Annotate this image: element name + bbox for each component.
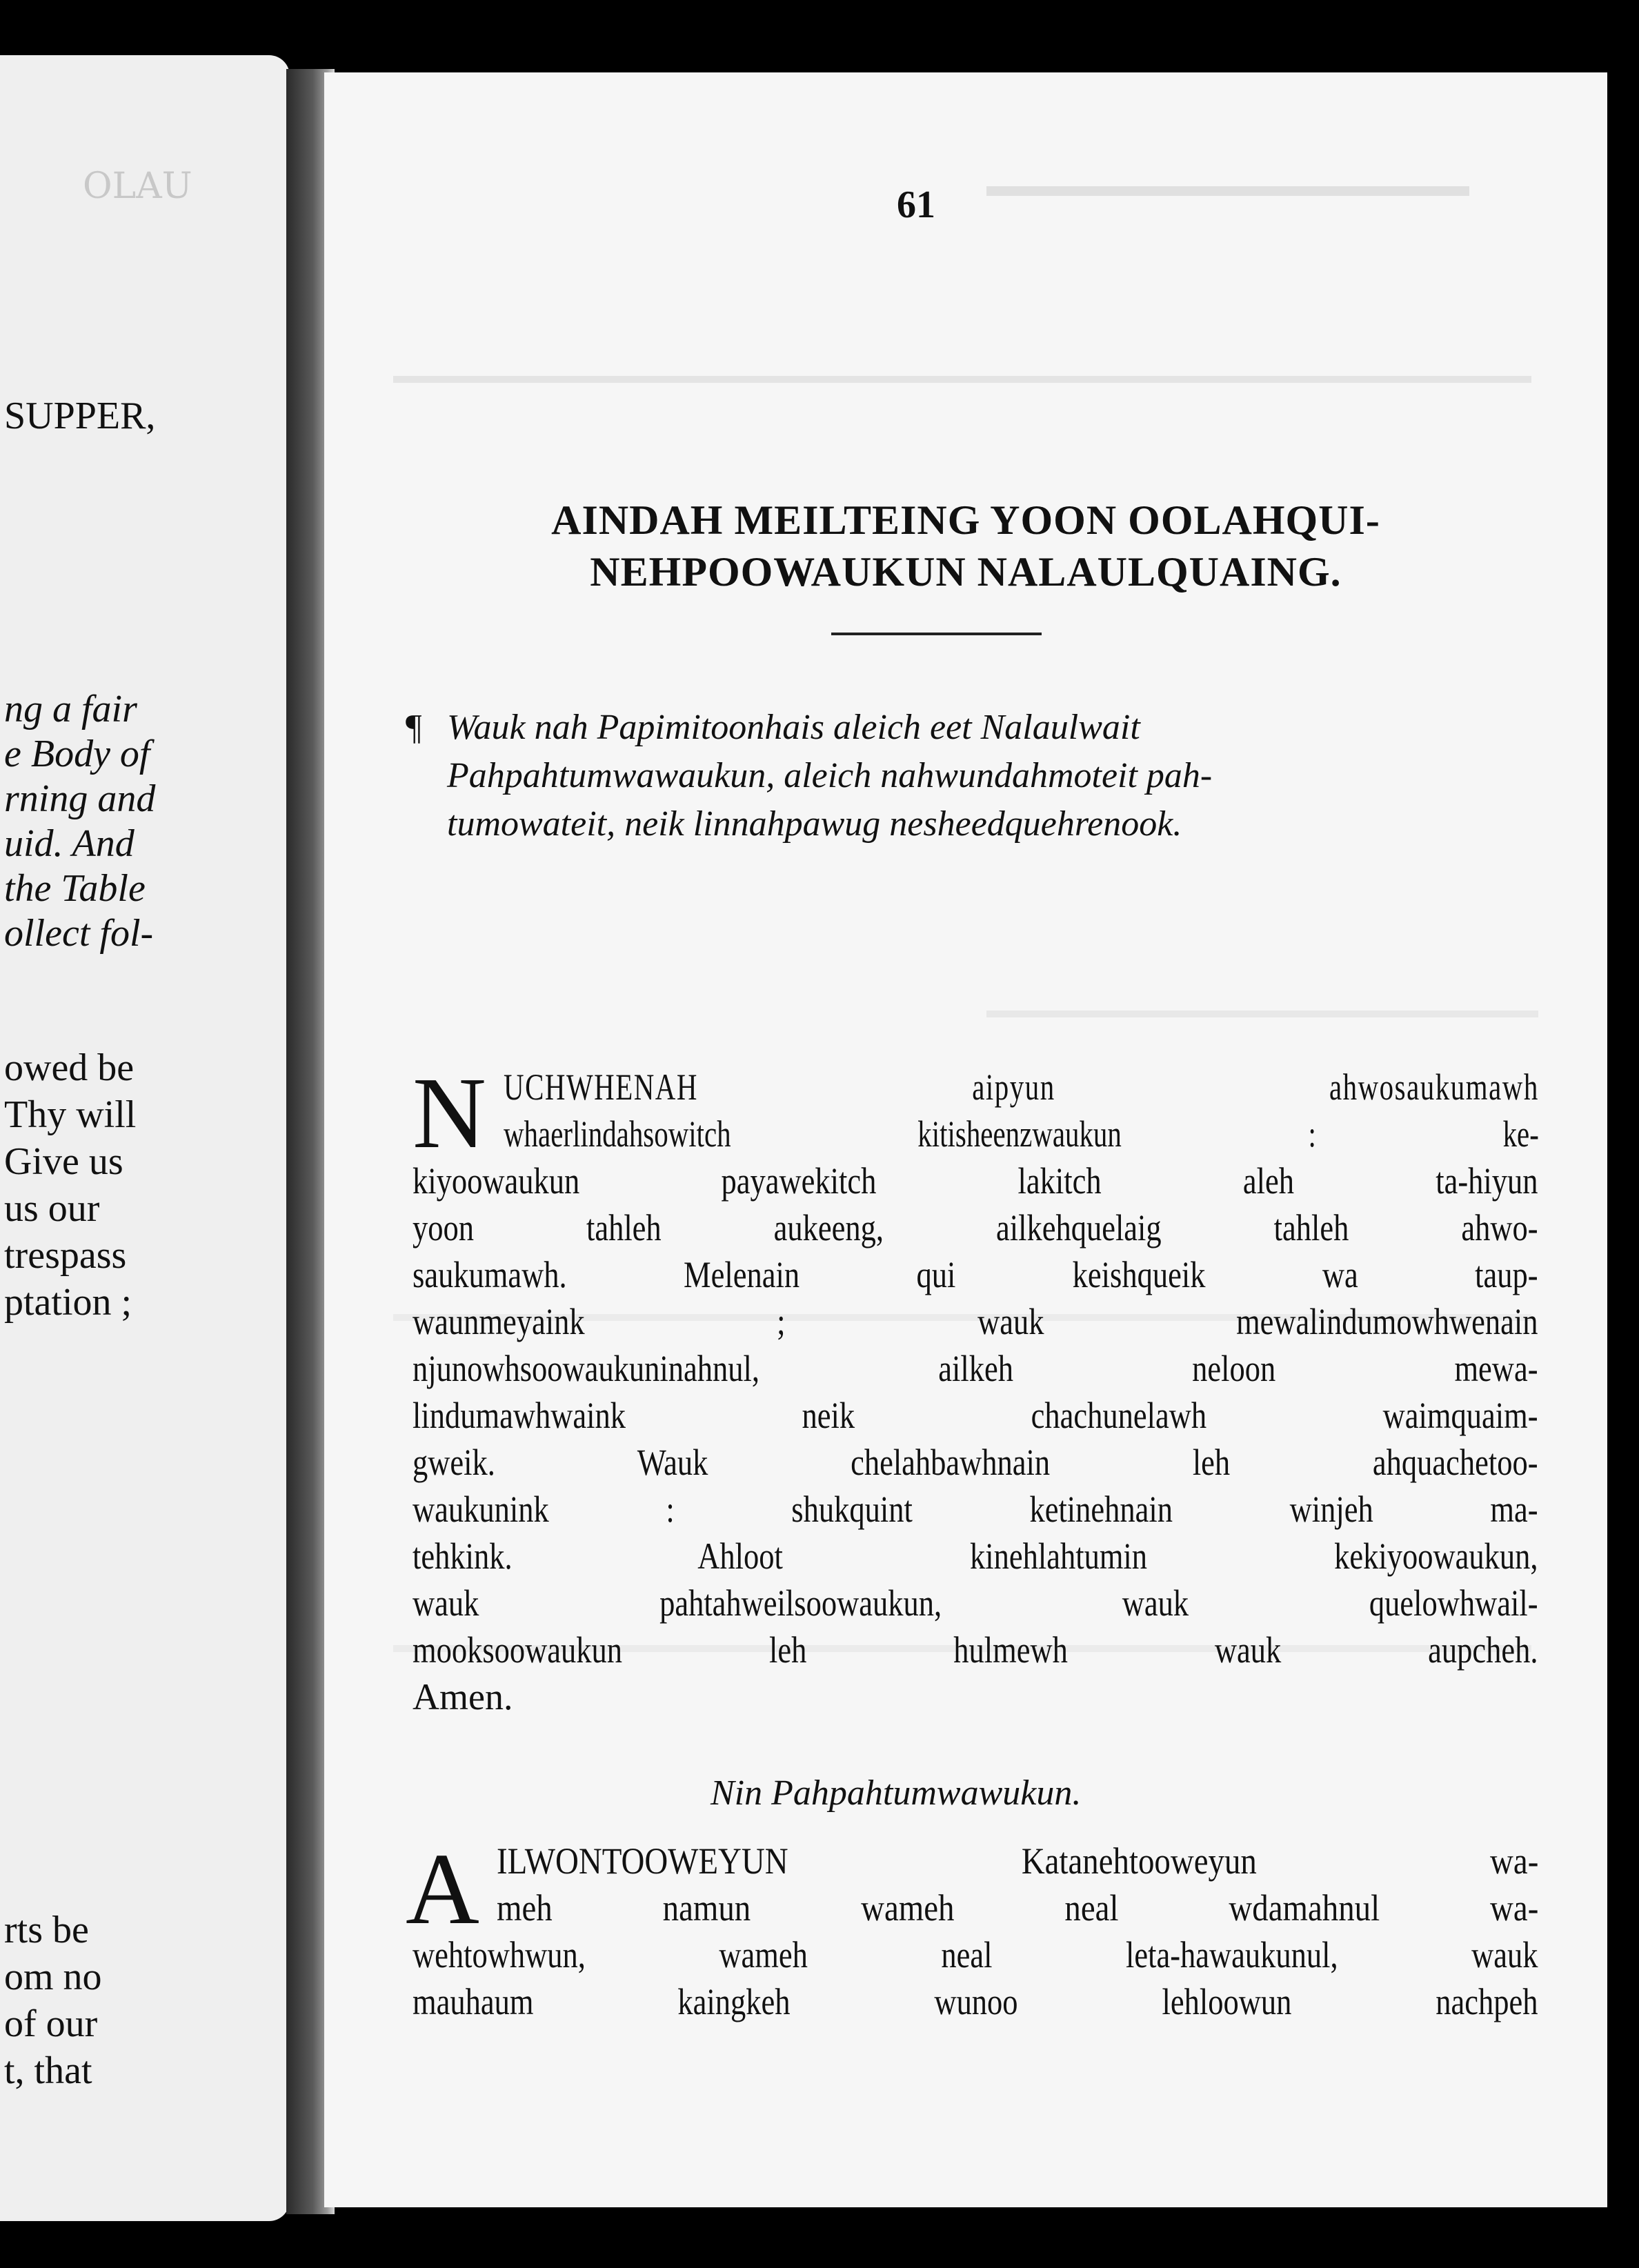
left-line-1: ng a fair [4, 688, 137, 730]
rubric-line-3: tumowateit, neik linnahpawug nesheedquehrenook. [447, 804, 1182, 844]
prayer1-line-14: Amen. [413, 1676, 513, 1718]
left-line-6: ollect fol- [4, 912, 154, 955]
rubric-pilcrow: ¶ [406, 708, 422, 747]
left-line-7: owed be [4, 1046, 135, 1089]
drop-cap-n: N [413, 1057, 486, 1170]
prayer2-line-4: mauhaum kaingkeh wunoo lehloowun nachpeh [413, 1981, 1538, 2022]
left-line-14: om no [4, 1956, 102, 1998]
left-title-fragment: SUPPER, [4, 395, 156, 437]
prayer2-line-3: wehtowhwun, wameh neal leta-hawaukunul, wauk [413, 1934, 1538, 1976]
page-number: 61 [897, 183, 935, 226]
left-line-15: of our [4, 2002, 98, 2045]
attribution: Nin Pahpahtumwawukun. [711, 1773, 1082, 1813]
right-page [324, 72, 1607, 2207]
prayer1-line-12: wauk pahtahweilsoowaukun, wauk quelowhwail- [413, 1582, 1538, 1624]
left-line-16: t, that [4, 2049, 92, 2092]
prayer1-line-6: waunmeyaink ; wauk mewalindumowhwenain [413, 1301, 1538, 1342]
prayer1-line-5: saukumawh. Melenain qui keishqueik wa taup- [413, 1254, 1538, 1295]
prayer1-line-11: tehkink. Ahloot kinehlahtumin kekiyoowaukun, [413, 1535, 1538, 1577]
heading-line-2: NEHPOOWAUKUN NALAULQUAING. [590, 549, 1342, 595]
show-through-mark [986, 159, 1469, 196]
left-line-11: trespass [4, 1234, 127, 1277]
drop-cap-a: A [406, 1833, 479, 1946]
prayer1-line-7: njunowhsoowaukuninahnul, ailkeh neloon mewa- [413, 1348, 1538, 1389]
heading-line-1: AINDAH MEILTEING YOON OOLAHQUI- [551, 497, 1380, 543]
left-line-5: the Table [4, 867, 146, 910]
left-line-2: e Body of [4, 733, 150, 775]
prayer1-line-10: waukunink : shukquint ketinehnain winjeh ma- [413, 1489, 1538, 1530]
prayer1-line-13: mooksoowaukun leh hulmewh wauk aupcheh. [413, 1629, 1538, 1671]
prayer1-line-1: UCHWHENAH aipyun ahwosaukumawh [504, 1066, 1539, 1108]
heading-rule [831, 633, 1042, 635]
rubric-line-2: Pahpahtumwawaukun, aleich nahwundahmoteit pah- [447, 756, 1213, 795]
prayer1-line-3: kiyoowaukun payawekitch lakitch aleh ta-hiyun [413, 1160, 1538, 1202]
left-line-10: us our [4, 1187, 100, 1230]
show-through-mark [393, 376, 1531, 383]
left-header-fragment: OLAU [83, 166, 192, 207]
rubric-line-1: Wauk nah Papimitoonhais aleich eet Nalaulwait [447, 708, 1140, 747]
prayer1-line-4: yoon tahleh aukeeng, ailkehquelaig tahleh ahwo- [413, 1207, 1538, 1249]
left-line-8: Thy will [4, 1093, 137, 1136]
left-line-4: uid. And [4, 822, 135, 865]
show-through-mark [986, 1011, 1538, 1017]
prayer1-line-2: whaerlindahsowitch kitisheenzwaukun : ke- [504, 1113, 1539, 1155]
prayer1-line-8: lindumawhwaink neik chachunelawh waimquaim- [413, 1395, 1538, 1436]
left-facing-page [0, 55, 290, 2221]
left-line-3: rning and [4, 777, 156, 820]
prayer2-line-2: meh namun wameh neal wdamahnul wa- [497, 1887, 1539, 1929]
left-line-9: Give us [4, 1140, 123, 1183]
left-line-13: rts be [4, 1909, 89, 1951]
prayer1-line-9: gweik. Wauk chelahbawhnain leh ahquachetoo- [413, 1442, 1538, 1483]
prayer2-line-1: ILWONTOOWEYUN Katanehtooweyun wa- [497, 1840, 1539, 1882]
left-line-12: ptation ; [4, 1281, 132, 1324]
